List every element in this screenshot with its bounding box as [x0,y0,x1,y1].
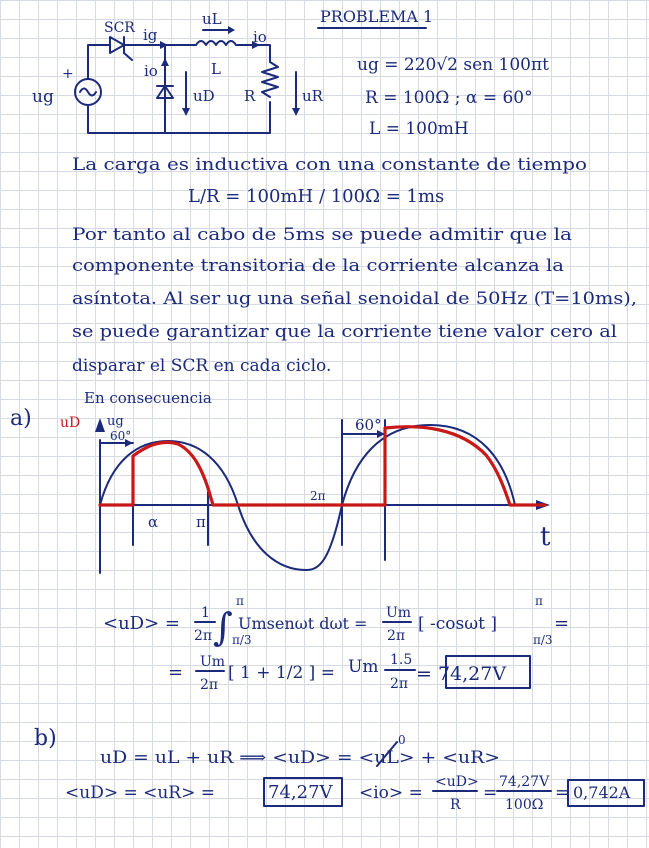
frac-b-num: 74,27V [499,774,550,790]
given-ug: ug = 220√2 sen 100πt [357,55,549,75]
um-symbol: Um [348,657,379,677]
formula-eq2: = [168,662,184,683]
frac-a-num: <uD> [435,774,479,790]
io-arrow-icon [161,58,169,66]
uD-arrow-icon [182,108,190,116]
frac4-den: 2π [390,676,409,692]
frac1-num: 1 [201,605,210,621]
int-bottom: π/3 [232,633,252,647]
voltage-equation: uD = uL + uR ⟹ <uD> = <uL> + <uR> [100,748,500,768]
text-line-2: L/R = 100mH / 100Ω = 1ms [188,186,445,207]
text-line-7: disparar el SCR en cada ciclo. [72,356,332,376]
integrand: Umsenωt dωt = [238,614,368,633]
t-axis-label: t [540,522,551,552]
text-line-8: En consecuencia [84,389,212,407]
io-eq2: = [555,783,570,803]
uR-arrow-icon [292,108,300,116]
io-top-label: io [253,28,267,46]
waveform-plot [10,406,551,573]
ig-label: ig [143,26,158,44]
uR-label: uR [302,87,323,105]
alpha-60-left: 60° [110,429,132,443]
frac2-den: 2π [387,628,406,644]
uL-arrow-icon [228,26,235,34]
integral-sign: ∫ [213,605,233,649]
text-line-5: asíntota. Al ser ug una señal senoidal de 50Hz (T=10ms), [72,289,637,309]
part-a-label: a) [10,406,32,431]
scr-symbol [110,37,124,53]
average-voltage-formula [103,594,569,693]
uD-result: = 74,27V [416,663,507,685]
bracket-cos: [ -cosωt ] [418,614,497,634]
text-line-1: La carga es inductiva con una constante de tiempo [72,155,587,175]
io-lhs: <io> = [359,783,423,803]
circuit-diagram [32,10,324,133]
plus-sign: + [62,66,74,82]
uL-label: uL [202,10,222,28]
text-line-3: Por tanto al cabo de 5ms se puede admitir que la [72,225,572,245]
pi-tick: π [196,513,206,531]
inductor-symbol [196,41,236,45]
frac2-num: Um [386,605,412,621]
formula-eq-end: = [554,613,570,634]
given-R-alpha: R = 100Ω ; α = 60° [365,88,533,108]
scr-label: SCR [104,20,135,36]
L-label: L [211,60,221,78]
alpha-60-right: 60° [355,416,382,434]
ug-label: ug [32,87,54,107]
io-result: 0,742A [573,783,631,802]
avg-value: 74,27V [268,782,333,803]
frac-b-den: 100Ω [505,797,544,813]
io-mid-label: io [144,62,158,80]
frac3-num: Um [200,654,226,670]
text-line-4: componente transitoria de la corriente alcanza la [72,256,564,276]
int-top: π [236,594,244,608]
ug-sine [100,425,515,570]
part-b-section [34,726,644,813]
formula-lhs: <uD> = [103,613,180,634]
uL-zero: 0 [398,733,406,747]
alpha-tick: α [148,513,159,531]
frac4-num: 1.5 [390,652,413,668]
bracket-sum: [ 1 + 1/2 ] = [228,663,335,683]
text-line-6: se puede garantizar que la corriente tiene valor cero al [72,322,617,342]
uD-axis-label: uD [60,415,81,431]
avg-equality: <uD> = <uR> = [65,783,216,803]
two-pi-tick: 2π [310,489,326,503]
uD-label: uD [193,87,215,105]
frac3-den: 2π [200,677,219,693]
eval-top: π [535,594,543,608]
ug-axis-label: ug [107,414,124,429]
resistor-symbol [262,62,278,97]
R-label: R [244,87,256,105]
frac-a-den: R [450,797,461,813]
given-L: L = 100mH [369,119,469,139]
problem-title: PROBLEMA 1 [320,7,434,26]
part-b-label: b) [34,726,57,751]
eval-bottom: π/3 [533,633,553,647]
frac1-den: 2π [194,628,213,644]
io-eq1: = [483,783,498,803]
